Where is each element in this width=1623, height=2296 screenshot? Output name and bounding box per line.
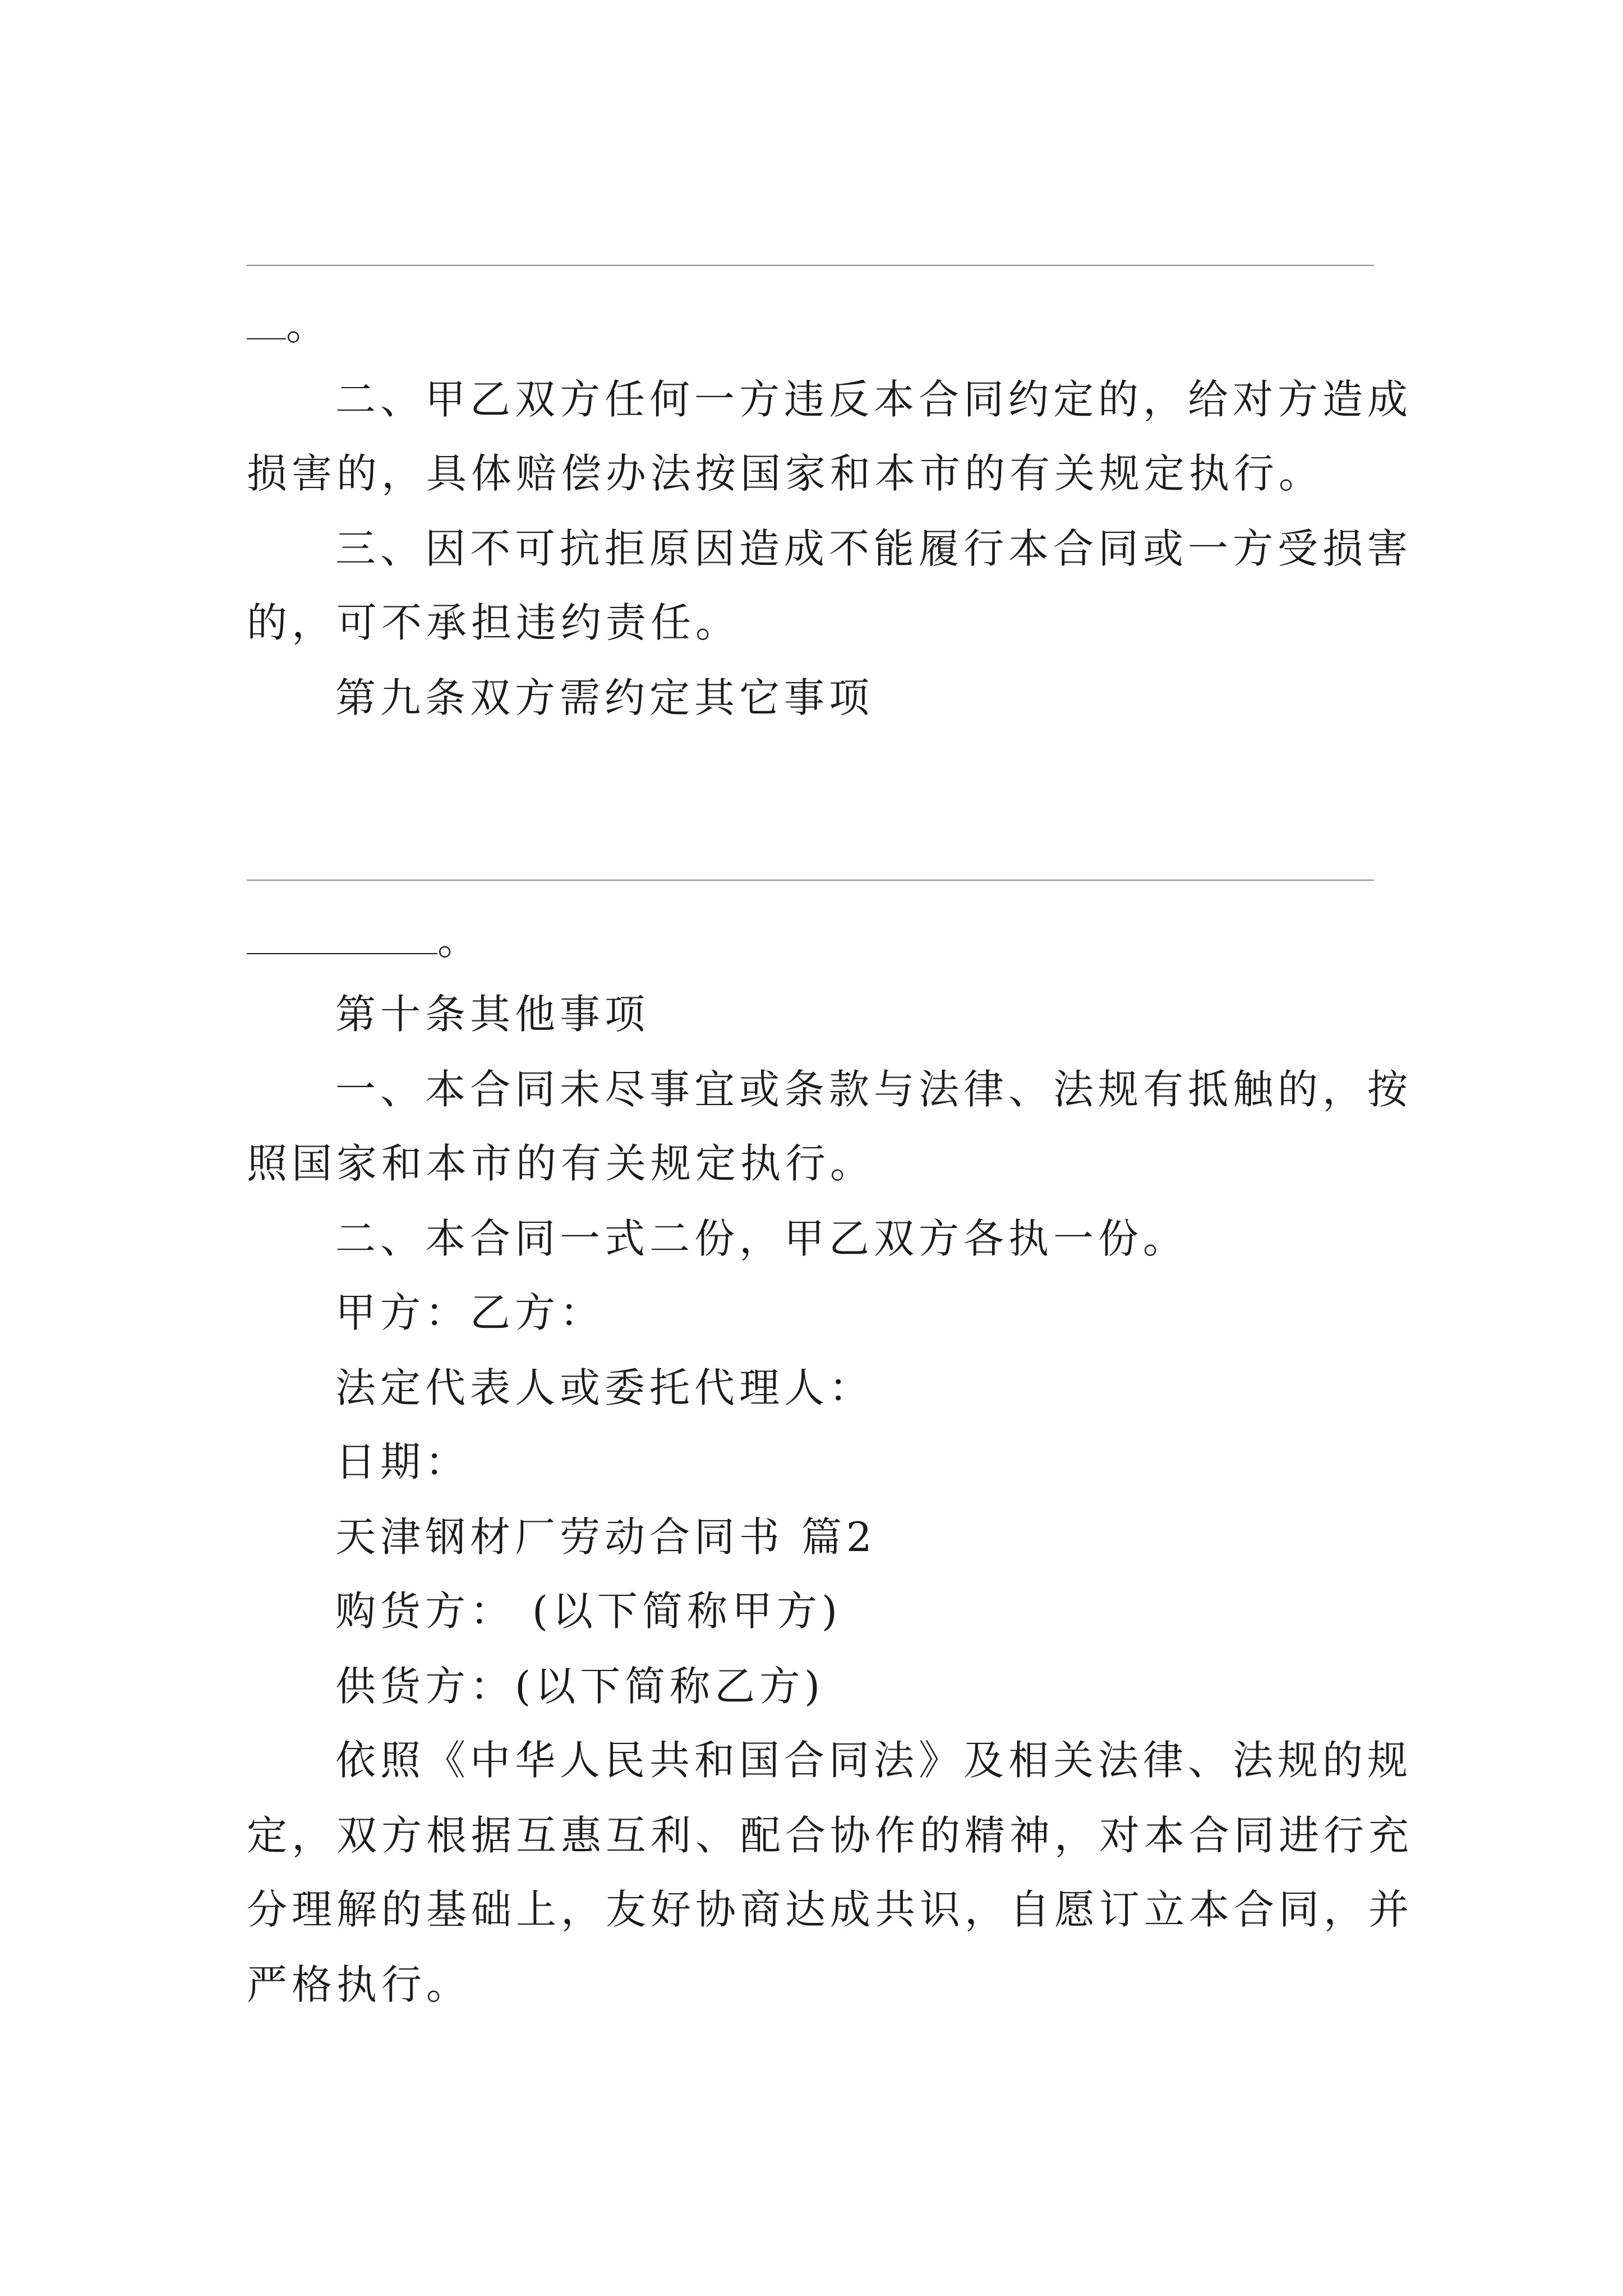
- paragraph-line: 依照《中华人民共和国合同法》及相关法律、法规的规: [335, 1737, 1413, 1784]
- fill-in-blank: [247, 306, 286, 339]
- paragraph-line: 损害的，具体赔偿办法按国家和本市的有关规定执行。: [247, 450, 1324, 497]
- paragraph-line: 分理解的基础上，友好协商达成共识，自愿订立本合同，并: [247, 1886, 1414, 1933]
- signature-representative: 法定代表人或委托代理人：: [335, 1364, 874, 1411]
- paragraph-line: 三、因不可抗拒原因造成不能履行本合同或一方受损害: [335, 525, 1413, 572]
- period-text: 。: [437, 917, 483, 964]
- paragraph-line: 二、本合同一式二份，甲乙双方各执一份。: [335, 1215, 1188, 1262]
- paragraph-line: 的，可不承担违约责任。: [247, 599, 741, 646]
- signature-date: 日期：: [335, 1438, 471, 1485]
- supplier-line: 供货方：(以下简称乙方): [335, 1663, 825, 1710]
- paragraph-line: 照国家和本市的有关规定执行。: [247, 1140, 875, 1187]
- paragraph-line: 严格执行。: [247, 1961, 472, 2008]
- blank-line-end: [247, 298, 331, 352]
- buyer-line: 购货方： (以下简称甲方): [335, 1588, 842, 1635]
- clause-heading: 第十条其他事项: [335, 991, 650, 1038]
- fill-in-rule: [247, 880, 1374, 881]
- fill-in-rule: [247, 265, 1374, 266]
- section-title: 天津钢材厂劳动合同书 篇2: [335, 1513, 877, 1561]
- paragraph-line: 二、甲乙双方任何一方违反本合同约定的，给对方造成: [335, 376, 1413, 423]
- blank-line-end: [247, 913, 482, 967]
- paragraph-line: 定，双方根据互惠互利、配合协作的精神，对本合同进行充: [247, 1812, 1414, 1859]
- period-text: 。: [286, 302, 331, 349]
- paragraph-line: 一、本合同未尽事宜或条款与法律、法规有抵触的，按: [335, 1066, 1413, 1113]
- signature-parties: 甲方：乙方：: [335, 1289, 605, 1336]
- fill-in-blank: [247, 921, 437, 954]
- clause-heading: 第九条双方需约定其它事项: [335, 674, 874, 721]
